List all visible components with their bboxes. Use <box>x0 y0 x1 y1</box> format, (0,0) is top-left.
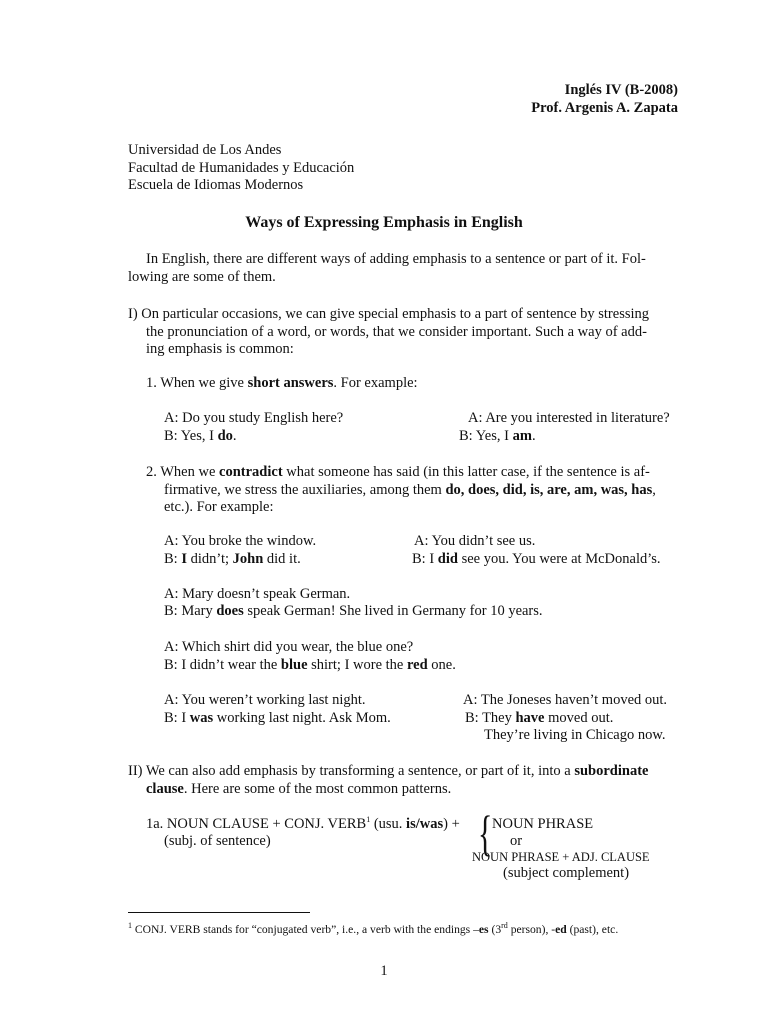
pattern-or: or <box>510 833 523 849</box>
section-text: clause. Here are some of the most common patterns. <box>146 781 452 797</box>
example-line: A: You didn’t see us. <box>414 533 536 549</box>
list-item-cont: etc.). For example: <box>164 499 274 515</box>
list-item: 2. When we contradict what someone has said (in this latter case, if the sentence is af- <box>146 464 650 480</box>
example-line: A: The Joneses haven’t moved out. <box>463 692 668 708</box>
pattern-option: NOUN PHRASE + ADJ. CLAUSE <box>472 850 650 864</box>
section-text: II) We can also add emphasis by transforming a sentence, or part of it, into a subordinate <box>128 763 649 779</box>
document-title: Ways of Expressing Emphasis in English <box>245 214 523 231</box>
example-line: B: Mary does speak German! She lived in Germany for 10 years. <box>164 603 543 619</box>
footnote: $^1$ CONJ. VERB stands for “conjugated verb”, i.e., a verb with the endings –es (3rd person), -ed (past), etc. <box>128 921 619 936</box>
example-line: B: I didn’t; John did it. <box>164 551 301 567</box>
example-line: A: Are you interested in literature? <box>468 410 670 426</box>
section-text: the pronunciation of a word, or words, that we consider important. Such a way of add- <box>146 324 647 340</box>
list-item-cont: firmative, we stress the auxiliaries, among them do, does, did, is, are, am, was, has, <box>164 482 656 498</box>
pattern-note: (subject complement) <box>503 865 630 881</box>
intro-text: lowing are some of them. <box>128 269 276 285</box>
page-number: 1 <box>380 963 388 979</box>
example-line: B: I was working last night. Ask Mom. <box>164 710 391 726</box>
example-line: A: Do you study English here? <box>164 410 344 426</box>
example-line: B: They have moved out. <box>465 710 614 726</box>
example-line: A: Which shirt did you wear, the blue one? <box>164 639 414 655</box>
example-line: B: I didn’t wear the blue shirt; I wore the red one. <box>164 657 456 673</box>
example-line: B: Yes, I am. <box>459 428 536 444</box>
course-label: Inglés IV (B-2008) <box>564 82 678 98</box>
example-line: They’re living in Chicago now. <box>484 727 666 743</box>
brace-icon: { <box>478 805 493 861</box>
section-text: ing emphasis is common: <box>146 341 294 357</box>
list-item: 1. When we give short answers. For example: <box>146 375 418 391</box>
professor-label: Prof. Argenis A. Zapata <box>531 100 678 116</box>
example-line: B: I did see you. You were at McDonald’s. <box>412 551 661 567</box>
example-line: B: Yes, I do. <box>164 428 237 444</box>
pattern-line: 1a. NOUN CLAUSE + CONJ. VERB$^1$ (usu. is/was) + <box>146 815 460 832</box>
intro-text: In English, there are different ways of adding emphasis to a sentence or part of it. Fol- <box>146 251 646 267</box>
footnote-divider <box>128 912 310 913</box>
institution-line: Escuela de Idiomas Modernos <box>128 177 304 193</box>
section-text: I) On particular occasions, we can give special emphasis to a part of sentence by stressing <box>128 306 650 322</box>
institution-line: Facultad de Humanidades y Educación <box>128 160 355 176</box>
example-line: A: You broke the window. <box>164 533 317 549</box>
pattern-note: (subj. of sentence) <box>164 833 271 849</box>
example-line: A: Mary doesn’t speak German. <box>164 586 351 602</box>
institution-line: Universidad de Los Andes <box>128 142 282 158</box>
pattern-option: NOUN PHRASE <box>492 816 594 832</box>
example-line: A: You weren’t working last night. <box>164 692 366 708</box>
